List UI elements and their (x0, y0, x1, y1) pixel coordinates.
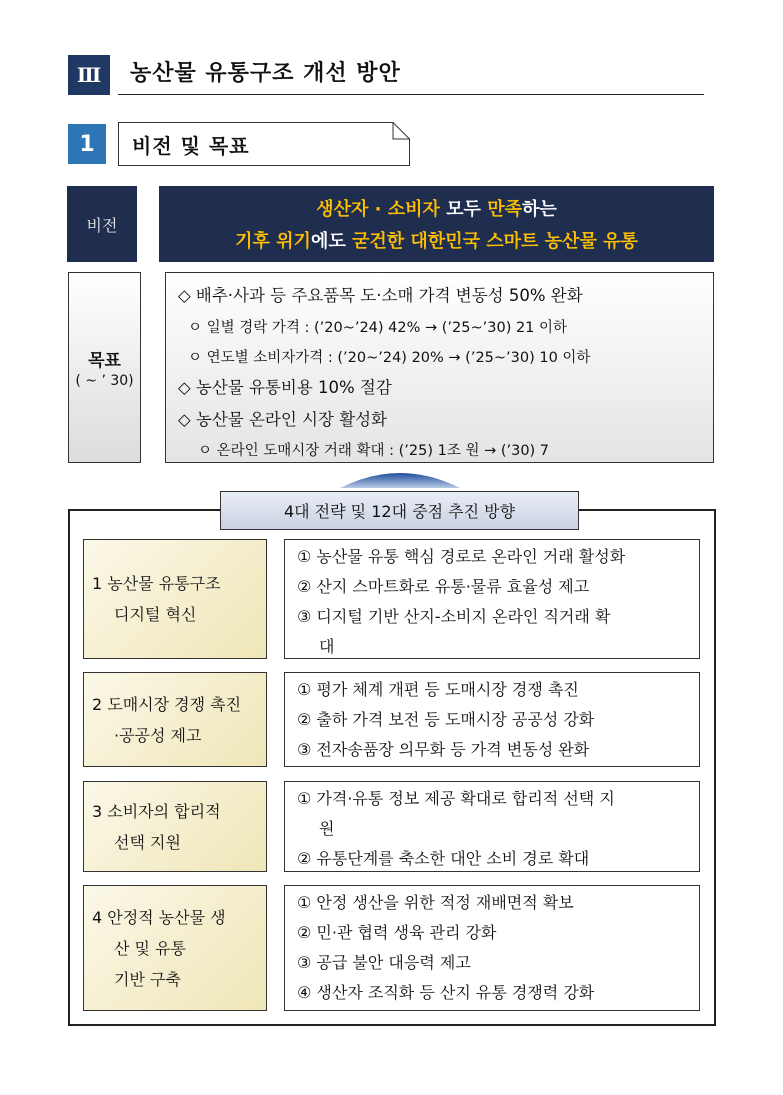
vision-text-segment: 기후 위기 (235, 231, 311, 252)
goal-subline: ㅇ 온라인 도매시장 거래 확대 : (’25) 1조 원 → (’30) 7 (198, 443, 550, 459)
task-item: ③ 공급 불안 대응력 제고 (297, 953, 471, 972)
task-item: ③ 전자송품장 의무화 등 가격 변동성 완화 (297, 740, 590, 759)
task-item-continued: 대 (319, 637, 335, 656)
task-item: ③ 디지털 기반 산지-소비지 온라인 직거래 확 (297, 607, 611, 626)
goal-line: ◇ 배추·사과 등 주요품목 도·소매 가격 변동성 50% 완화 (178, 286, 583, 305)
vision-text-segment: 에도 (310, 231, 352, 252)
vision-text-segment: 만족 (487, 199, 522, 220)
section-title: 농산물 유통구조 개선 방안 (130, 61, 401, 86)
goals-box (165, 272, 714, 463)
goals-label-title: 목표 (88, 351, 121, 371)
strategy-3-name-line: 3 소비자의 합리적 (92, 801, 221, 821)
subsection-number-badge: 1 (68, 124, 106, 164)
strategy-title: 4대 전략 및 12대 중점 추진 방향 (220, 491, 579, 530)
section-number-badge: Ⅲ (68, 55, 110, 95)
vision-statement (159, 186, 714, 262)
task-item: ① 가격·유통 정보 제공 확대로 합리적 선택 지 (297, 789, 615, 808)
goal-subline: ㅇ 일별 경락 가격 : (’20~’24) 42% → (’25~’30) 21 이하 (188, 320, 568, 336)
vision-line-1 (316, 195, 557, 221)
goal-line: ◇ 농산물 유통비용 10% 절감 (178, 378, 392, 397)
goal-line: ◇ 농산물 온라인 시장 활성화 (178, 410, 387, 429)
task-item: ① 평가 체계 개편 등 도매시장 경쟁 촉진 (297, 680, 579, 699)
strategy-2-name-line: ·공공성 제고 (114, 725, 202, 745)
vision-text-segment: 대한민국 스마트 농산물 유통 (410, 231, 638, 252)
vision-text-segment: 생산자 · 소비자 (316, 199, 447, 220)
strategy-3-name-line: 선택 지원 (114, 832, 181, 852)
strategy-1-name (83, 539, 267, 659)
goals-label (68, 272, 141, 463)
strategy-3-tasks (284, 781, 700, 872)
goals-label-period: ( ~ ’ 30) (75, 373, 134, 389)
vision-text-segment: 하는 (522, 199, 557, 220)
strategy-1-name-line: 디지털 혁신 (114, 605, 197, 624)
task-item: ① 농산물 유통 핵심 경로로 온라인 거래 활성화 (297, 547, 626, 566)
strategy-2-tasks (284, 672, 700, 767)
connector-arrow-icon (340, 464, 460, 488)
strategy-4-name (83, 885, 267, 1011)
task-item: ② 민·관 협력 생육 관리 강화 (297, 923, 497, 942)
goal-subline: ㅇ 연도별 소비자가격 : (’20~’24) 20% → (’25~’30) 10 이하 (188, 350, 591, 366)
strategy-4-name-line: 기반 구축 (114, 969, 181, 989)
strategy-2-name (83, 672, 267, 767)
vision-text-segment: 모두 (446, 199, 488, 220)
strategy-2-name-line: 2 도매시장 경쟁 촉진 (92, 694, 242, 714)
task-item: ② 산지 스마트화로 유통·물류 효율성 제고 (297, 577, 590, 596)
subsection-title: 비전 및 목표 (132, 134, 250, 158)
vision-label: 비전 (67, 186, 137, 262)
task-item: ② 출하 가격 보전 등 도매시장 공공성 강화 (297, 710, 595, 729)
task-item: ① 안정 생산을 위한 적정 재배면적 확보 (297, 893, 574, 912)
vision-line-2 (235, 227, 638, 253)
strategy-1-tasks (284, 539, 700, 659)
task-item: ④ 생산자 조직화 등 산지 유통 경쟁력 강화 (297, 983, 595, 1002)
task-item-continued: 원 (319, 819, 335, 838)
task-item: ② 유통단계를 축소한 대안 소비 경로 확대 (297, 849, 590, 868)
vision-text-segment: 굳건한 (351, 231, 411, 252)
strategy-3-name (83, 781, 267, 872)
strategy-4-name-line: 4 안정적 농산물 생 (92, 907, 226, 927)
strategy-4-name-line: 산 및 유통 (114, 938, 186, 958)
strategy-4-tasks (284, 885, 700, 1011)
strategy-1-name-line: 1 농산물 유통구조 (92, 574, 221, 593)
section-divider (118, 94, 704, 95)
